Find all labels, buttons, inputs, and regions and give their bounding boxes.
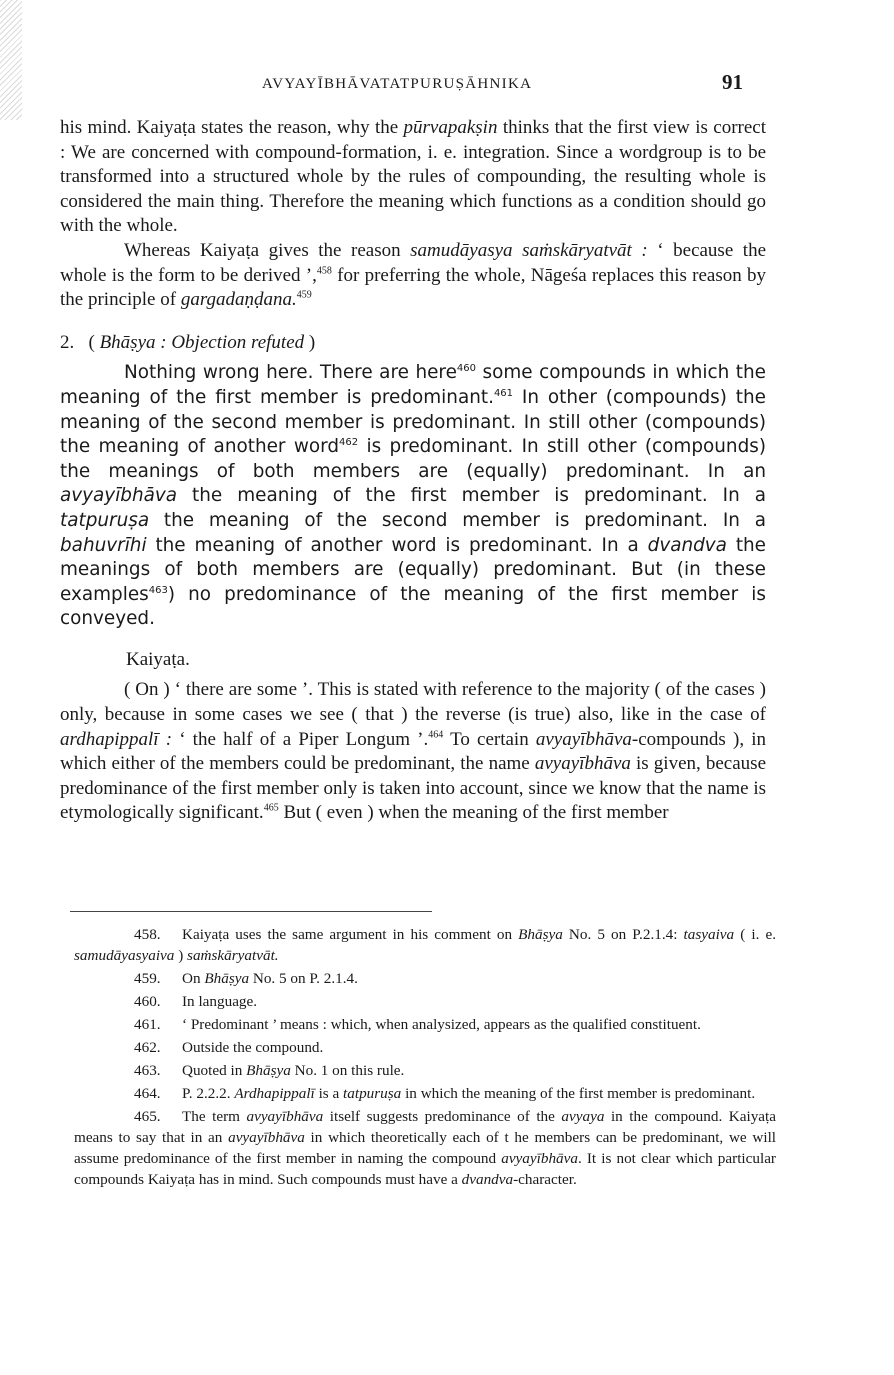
text-run: some compounds in which the meaning of the first member is predominant. — [60, 362, 766, 408]
main-text — [60, 116, 766, 826]
italic-term: avyayībhāva — [228, 1129, 305, 1146]
page-number: 91 — [722, 70, 743, 94]
italic-term: saṁskāryatvāt. — [187, 947, 279, 964]
footnote-ref: 458 — [316, 265, 332, 277]
text-run: On — [182, 970, 205, 987]
text-run: P. 2.2.2. — [182, 1085, 235, 1102]
text-run: the meaning of the first member is predominant. In a — [177, 485, 766, 507]
footnote-ref: 460 — [456, 363, 476, 375]
italic-term: bahuvrīhi — [60, 534, 147, 556]
paragraph-2 — [60, 239, 766, 313]
italic-term: dvandva — [461, 1171, 514, 1188]
footnote-458 — [74, 924, 776, 966]
text-run: Quoted in — [182, 1062, 247, 1079]
italic-term: avyayībhāva — [501, 1150, 578, 1167]
text-run: . It is not clear which particular compounds Kaiyaṭa has in mind. Such compounds must have a — [74, 1150, 776, 1188]
text-run: the meaning of another word is predominant. In a — [146, 534, 648, 556]
section-heading — [60, 331, 766, 356]
text-run: ) — [174, 947, 188, 964]
text-run: in which the meaning of the first member is predominant. — [401, 1085, 756, 1102]
text-run: is given, because predominance of the first member only is taken into account, since we know that the name is etymologically significant. — [60, 753, 766, 824]
paren: ) — [304, 331, 316, 353]
text-run: ‘ because the whole is the form to be derived ’, — [60, 239, 767, 286]
footnote-number: 458. — [134, 926, 161, 943]
section-title: Bhāṣya : Objection refuted — [99, 331, 305, 353]
page-header — [0, 72, 894, 100]
footnote-rule — [70, 911, 432, 912]
footnote-number: 460. — [134, 993, 161, 1010]
footnote-number: 464. — [134, 1085, 161, 1102]
footnote-ref: 462 — [339, 437, 359, 448]
footnote-461 — [74, 1014, 776, 1035]
footnote-ref: 464 — [428, 729, 444, 741]
footnote-463 — [74, 1060, 776, 1081]
footnote-number: 461. — [134, 1016, 161, 1033]
text-run: thinks that the first view is correct : We are concerned with compound-formation, i. e. integration. Since a wordgroup is to be transformed into a structured whole by the rules of compounding, the resulting whole is considered the main thing. Therefore the meaning which functions as a condition should go with the whole. — [60, 117, 766, 237]
italic-term: tatpuruṣa — [60, 509, 150, 531]
italic-term: samudāyasyaiva — [74, 947, 175, 964]
italic-term: gargadaṇḍana. — [180, 289, 297, 311]
footnote-464 — [74, 1083, 776, 1104]
text-run: No. 5 on P.2.1.4: — [562, 926, 684, 943]
kaiyata-heading: Kaiyaṭa. — [126, 648, 190, 670]
italic-term: Bhāṣya — [246, 1062, 291, 1079]
text-run: his mind. Kaiyaṭa states the reason, why the — [60, 117, 404, 138]
text-run: itself suggests predominance of the — [323, 1108, 562, 1125]
text-run: ( i. e. — [734, 926, 776, 943]
paragraph-1 — [60, 116, 766, 239]
italic-term: tasyaiva — [683, 926, 735, 943]
text-run: the meanings of both members are (equally) predominant. But (in these examples — [60, 534, 767, 605]
text-run: ‘ Predominant ’ means : which, when analysized, appears as the qualified constituent. — [182, 1016, 701, 1033]
text-run: No. 5 on P. 2.1.4. — [249, 970, 358, 987]
footnote-number: 459. — [134, 970, 161, 987]
text-run: The term — [182, 1108, 247, 1125]
scan-edge-artifact — [0, 0, 22, 120]
text-run: in the compound. Kaiyaṭa means to say that in an — [74, 1108, 776, 1146]
footnote-459 — [74, 968, 776, 989]
footnote-ref: 463 — [148, 584, 168, 596]
italic-term: tatpuruṣa — [343, 1085, 402, 1102]
text-run: in which theoretically each of t he members can be predominant, we will assume predominance of the first member in naming the compound — [74, 1129, 777, 1167]
text-run: Kaiyaṭa uses the same argument in his comment on — [182, 926, 519, 943]
text-run: No. 1 on this rule. — [290, 1062, 405, 1079]
footnote-number: 462. — [134, 1039, 161, 1056]
italic-term: samudāyasya saṁskāryatvāt : — [410, 239, 648, 261]
footnote-number: 465. — [134, 1108, 161, 1125]
text-run: In other (compounds) the meaning of the second member is predominant. In still other (compounds) the meaning of another word — [60, 386, 766, 458]
text-run: Outside the compound. — [182, 1039, 324, 1056]
text-run: Nothing wrong here. There are here — [124, 362, 457, 384]
paren: ( — [88, 331, 100, 353]
text-run: Whereas Kaiyaṭa gives the reason — [124, 239, 411, 261]
footnotes — [74, 922, 776, 1190]
italic-term: Ardhapippalī — [234, 1085, 315, 1102]
text-run: ) no predominance of the meaning of the first member is conveyed. — [60, 583, 766, 630]
italic-term: ardhapippalī : — [60, 728, 173, 750]
italic-term: Bhāṣya — [204, 970, 250, 987]
footnote-number: 463. — [134, 1062, 161, 1079]
italic-term: avyayībhāva — [246, 1108, 324, 1125]
footnote-465 — [74, 1106, 776, 1190]
italic-term: dvandva — [647, 534, 727, 556]
running-head: AVYAYĪBHĀVATATPURUṢĀHNIKA — [262, 76, 533, 92]
text-run: To certain — [443, 728, 536, 750]
italic-term: Bhāṣya — [518, 926, 563, 943]
footnote-ref: 461 — [493, 387, 514, 399]
text-run: -character. — [513, 1171, 577, 1188]
italic-term: avyayībhāva — [60, 485, 178, 507]
text-run: is predominant. In still other (compounds) the meanings of both members are (equally) predominant. In an — [60, 436, 766, 482]
text-run: ( On ) ‘ there are some ’. This is stated with reference to the majority ( of the cases ) only, because in some cases we see ( that ) the reverse (is true) also, like in the case of — [60, 679, 766, 726]
italic-term: avyayībhāva — [534, 753, 631, 775]
footnote-462 — [74, 1037, 776, 1058]
italic-term: pūrvapakṣin — [403, 117, 498, 138]
footnote-ref: 465 — [263, 803, 279, 815]
italic-term: avyaya — [561, 1108, 605, 1125]
text-run: But ( even ) when the meaning of the first member — [278, 802, 669, 824]
section-number: 2. — [60, 331, 75, 353]
italic-term: avyayībhāva — [535, 728, 632, 750]
text-run: ‘ the half of a Piper Longum ’. — [172, 728, 429, 750]
paragraph-bhasya — [60, 361, 766, 632]
text-run: the meaning of the second member is predominant. In a — [149, 509, 766, 531]
text-run: for preferring the whole, Nāgeśa replaces this reason by the principle of — [60, 264, 766, 311]
paragraph-kaiyata — [60, 678, 766, 826]
text-run: is a — [314, 1085, 344, 1102]
footnote-ref: 459 — [296, 289, 312, 301]
text-run: In language. — [182, 993, 258, 1010]
footnote-460 — [74, 991, 776, 1012]
text-run: -compounds ), in which either of the members could be predominant, the name — [60, 728, 767, 775]
